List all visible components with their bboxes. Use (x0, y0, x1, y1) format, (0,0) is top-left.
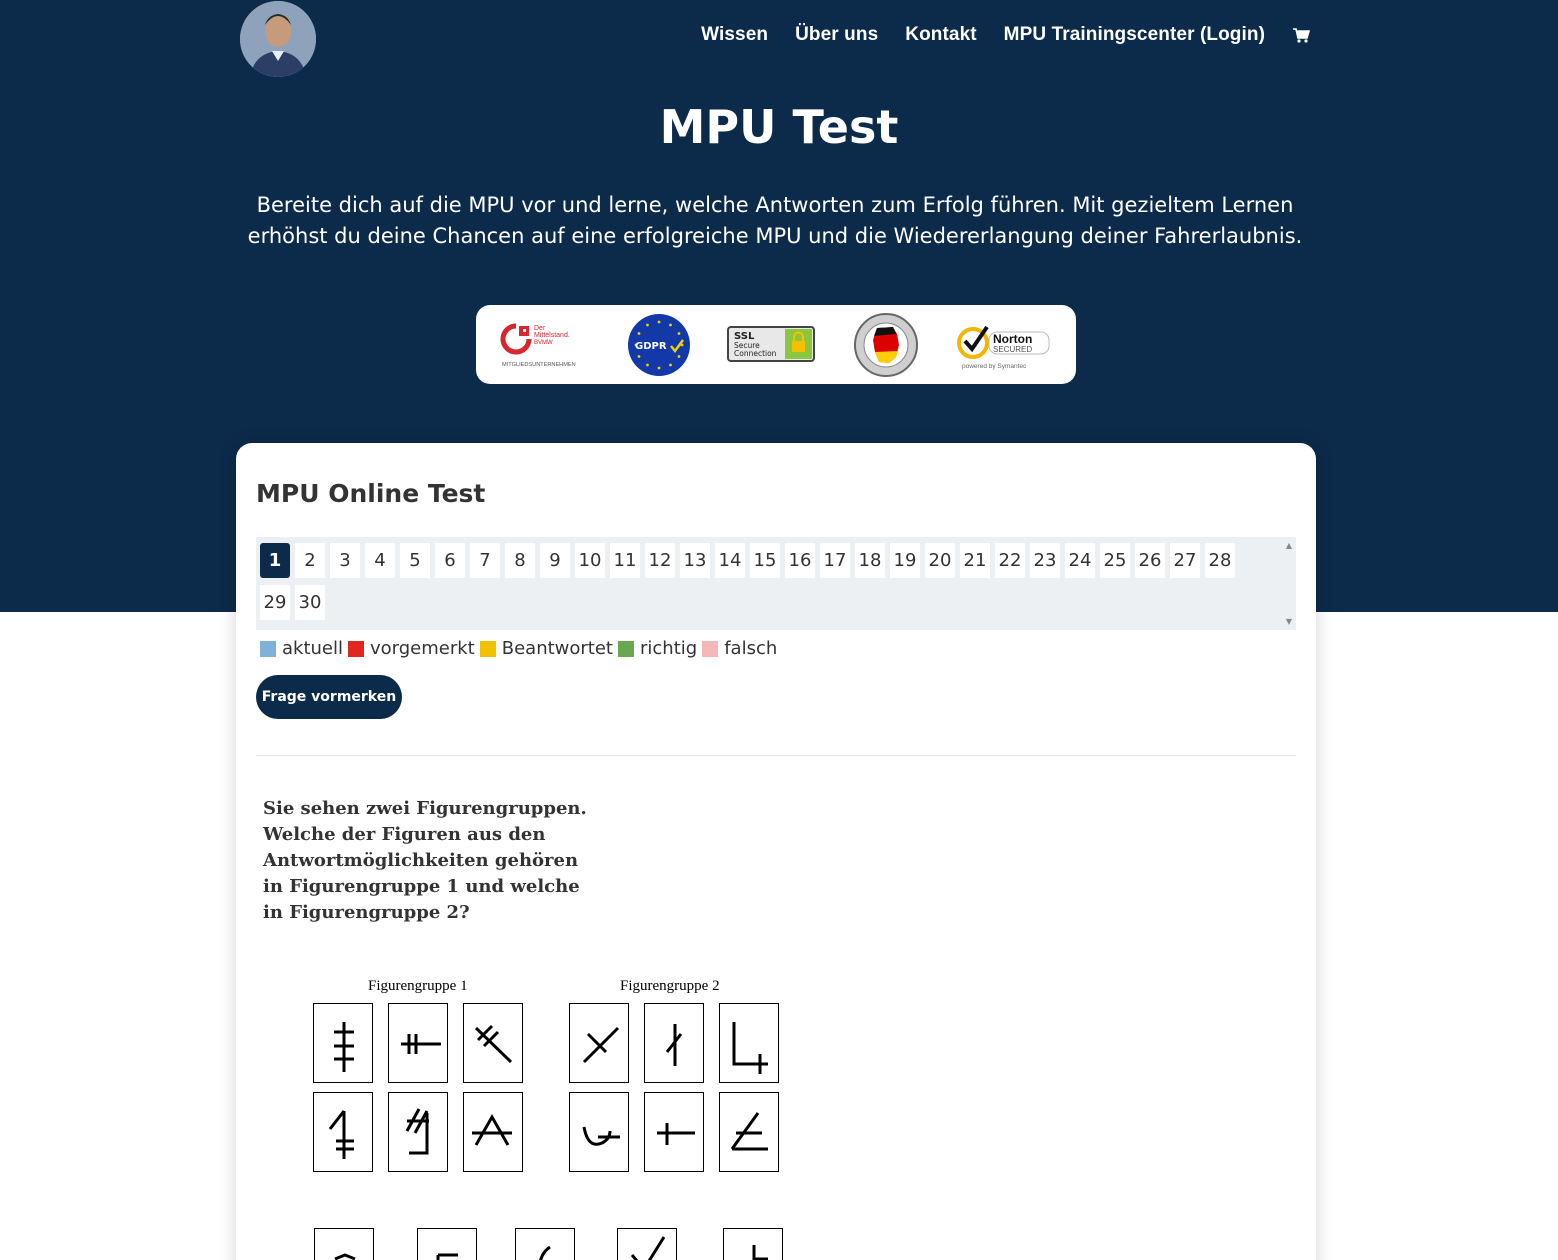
question-number-button[interactable]: 3 (330, 543, 360, 578)
gdpr-label: GDPR (634, 340, 667, 352)
mittelstand-logo-icon (500, 320, 590, 370)
question-number-button[interactable]: 1 (260, 543, 290, 578)
group2-figure (569, 1003, 629, 1083)
figure-symbol-icon (618, 1229, 675, 1260)
question-number-button[interactable]: 6 (435, 543, 465, 578)
question-number-button[interactable]: 30 (295, 585, 325, 620)
nav-link-trainingscenter-login[interactable]: MPU Trainingscenter (Login) (1003, 24, 1265, 45)
legend-label: vorgemerkt (370, 638, 475, 659)
question-number-button[interactable]: 7 (470, 543, 500, 578)
made-in-germany-seal-icon (853, 312, 919, 378)
group1-figure (388, 1003, 448, 1083)
figure-symbol-icon (570, 1093, 627, 1170)
question-number-button[interactable]: 13 (680, 543, 710, 578)
figure-symbol-icon (645, 1093, 702, 1170)
legend-swatch (480, 641, 496, 657)
figure-symbol-icon (464, 1004, 521, 1081)
nav-link-ueber-uns[interactable]: Über uns (795, 24, 879, 45)
ssl-line1: SSL (733, 330, 755, 342)
hero-description: Bereite dich auf die MPU vor und lerne, welche Antworten zum Erfolg führen. Mit gezieltem Lernen erhöhst du deine Chancen auf eine erfolgreiche MPU und die Wiedererlangung deiner Fahrerlaubnis. (247, 193, 1303, 248)
ssl-secure-icon (727, 325, 817, 365)
figure-symbol-icon (314, 1093, 371, 1170)
question-number-button[interactable]: 11 (610, 543, 640, 578)
question-list (260, 543, 1260, 620)
question-number-button[interactable]: 19 (890, 543, 920, 578)
nav-link-kontakt[interactable]: Kontakt (905, 24, 977, 45)
legend-swatch (348, 641, 364, 657)
status-legend (260, 638, 782, 659)
question-number-button[interactable]: 28 (1205, 543, 1235, 578)
group2-label: Figurengruppe 2 (620, 978, 720, 994)
group2-figure (569, 1092, 629, 1172)
figure-symbol-icon (645, 1004, 702, 1081)
group1-figure (313, 1092, 373, 1172)
cart-icon[interactable] (1292, 26, 1310, 44)
quiz-card (236, 443, 1316, 1260)
badge-ssl (727, 325, 817, 365)
figure-symbol-icon (464, 1093, 521, 1170)
group2-figure (644, 1003, 704, 1083)
norton-name: Norton (992, 331, 1033, 346)
question-number-button[interactable]: 29 (260, 585, 290, 620)
question-number-button[interactable]: 5 (400, 543, 430, 578)
answer-option[interactable] (314, 1228, 374, 1260)
question-number-button[interactable]: 25 (1100, 543, 1130, 578)
ssl-line3: Connection (733, 348, 777, 358)
legend-label: richtig (640, 638, 698, 659)
profile-avatar[interactable] (240, 1, 316, 77)
question-number-button[interactable]: 8 (505, 543, 535, 578)
group1-figure (313, 1003, 373, 1083)
legend-label: falsch (724, 638, 778, 659)
answer-option[interactable] (617, 1228, 677, 1260)
legend-swatch (702, 641, 718, 657)
badge-norton (956, 319, 1052, 371)
legend-swatch (260, 641, 276, 657)
group1-figure (463, 1092, 523, 1172)
question-number-button[interactable]: 16 (785, 543, 815, 578)
figure-symbol-icon (720, 1004, 777, 1081)
mittelstand-line2: Mittelstand. (534, 331, 570, 339)
question-number-button[interactable]: 9 (540, 543, 570, 578)
figure-symbol-icon (720, 1093, 777, 1170)
scroll-down-icon[interactable]: ▼ (1285, 617, 1292, 626)
answer-option[interactable] (515, 1228, 575, 1260)
question-number-button[interactable]: 17 (820, 543, 850, 578)
figure-symbol-icon (418, 1229, 475, 1260)
site-header (0, 0, 1558, 80)
main-nav (701, 24, 1310, 46)
question-number-button[interactable]: 23 (1030, 543, 1060, 578)
question-number-button[interactable]: 21 (960, 543, 990, 578)
badge-made-in-germany (853, 312, 919, 378)
group2-figure (644, 1092, 704, 1172)
mittelstand-line3: BVMW (534, 339, 553, 346)
quiz-title: MPU Online Test (256, 479, 486, 508)
figure-symbol-icon (516, 1229, 573, 1260)
legend-label: Beantwortet (501, 638, 613, 659)
legend-label: aktuell (282, 638, 343, 659)
question-number-button[interactable]: 24 (1065, 543, 1095, 578)
norton-secured-icon (956, 319, 1052, 371)
figure-symbol-icon (389, 1093, 446, 1170)
mark-question-button[interactable]: Frage vormerken (256, 675, 402, 719)
figure-symbol-icon (724, 1229, 781, 1260)
nav-link-wissen[interactable]: Wissen (701, 24, 769, 45)
question-number-button[interactable]: 20 (925, 543, 955, 578)
question-number-button[interactable]: 10 (575, 543, 605, 578)
mittelstand-line1: Der (534, 324, 546, 332)
norton-secured: SECURED (992, 344, 1032, 354)
figure-symbol-icon (315, 1229, 372, 1260)
question-navigation[interactable] (256, 537, 1296, 630)
group2-figure (719, 1003, 779, 1083)
badge-gdpr (627, 313, 691, 377)
trust-badges (476, 305, 1076, 384)
figure-symbol-icon (314, 1004, 371, 1081)
answer-option[interactable] (723, 1228, 783, 1260)
question-number-button[interactable]: 27 (1170, 543, 1200, 578)
question-number-button[interactable]: 4 (365, 543, 395, 578)
group1-figure (388, 1092, 448, 1172)
mittelstand-sub: MITGLIEDSUNTERNEHMEN (502, 361, 576, 368)
legend-swatch (618, 641, 634, 657)
divider (256, 755, 1296, 756)
page-title: MPU Test (659, 100, 899, 154)
ssl-line2: Secure (733, 340, 760, 350)
badge-mittelstand (500, 320, 590, 370)
question-number-button[interactable]: 22 (995, 543, 1025, 578)
question-number-button[interactable]: 26 (1135, 543, 1165, 578)
question-number-button[interactable]: 15 (750, 543, 780, 578)
question-number-button[interactable]: 18 (855, 543, 885, 578)
question-number-button[interactable]: 2 (295, 543, 325, 578)
group1-figure (463, 1003, 523, 1083)
question-text: Sie sehen zwei Figurengruppen. Welche der Figuren aus den Antwortmöglichkeiten gehören in Figurengruppe 1 und welche in Figurengruppe 2? (263, 798, 587, 923)
group1-label: Figurengruppe 1 (368, 978, 468, 994)
norton-powered: powered by Symantec (961, 362, 1027, 370)
figure-symbol-icon (389, 1004, 446, 1081)
question-number-button[interactable]: 14 (715, 543, 745, 578)
question-number-button[interactable]: 12 (645, 543, 675, 578)
group2-figure (719, 1092, 779, 1172)
figure-symbol-icon (570, 1004, 627, 1081)
scroll-up-icon[interactable]: ▲ (1285, 541, 1292, 550)
answer-option[interactable] (417, 1228, 477, 1260)
avatar-image-icon (240, 1, 316, 77)
gdpr-logo-icon (627, 313, 691, 377)
